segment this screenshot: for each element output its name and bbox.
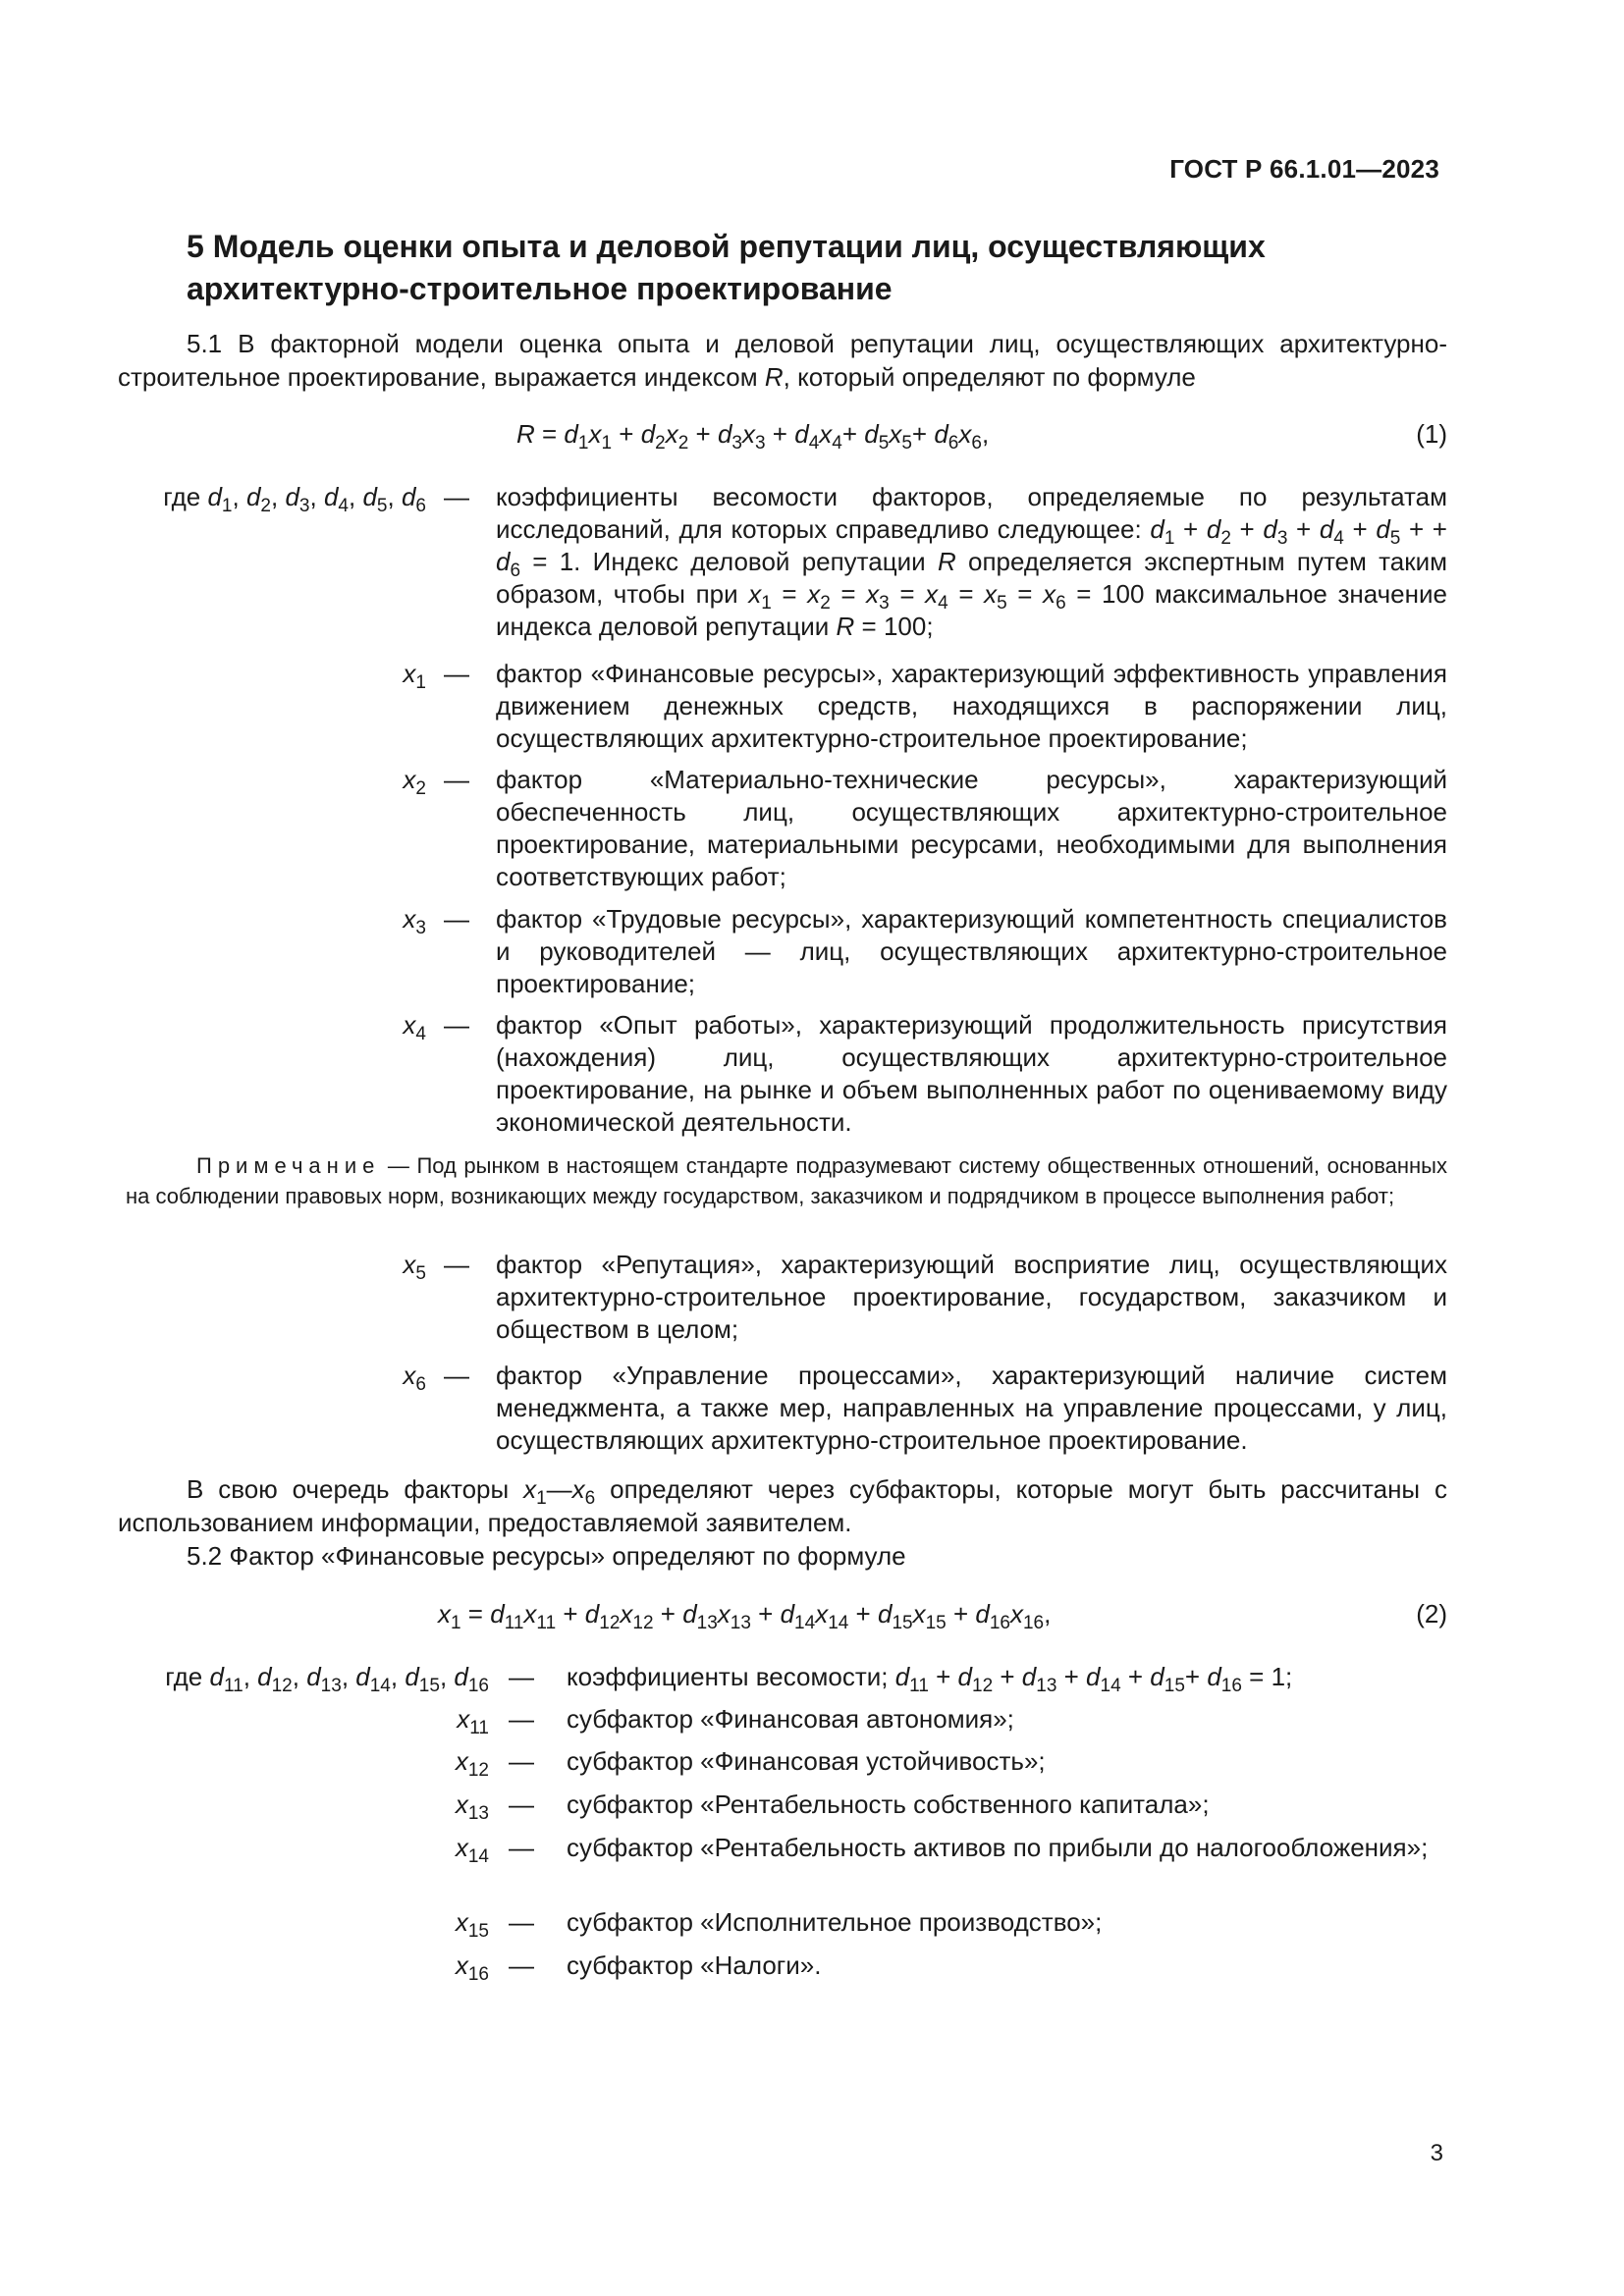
- definition-x6: $x_6$ — фактор «Управление процессами», характеризующий наличие систем менеджмента, а также мер, направленных на управление процессами, у лиц, осуществляющих архитектурно-строительное проектирование.: [403, 1361, 1447, 1455]
- definition-x14: $x_{14}$ — субфактор «Рентабельность активов по прибыли до налогообложения»;: [455, 1833, 1429, 1867]
- definition-x12: $x_{12}$ — субфактор «Финансовая устойчивость»;: [455, 1746, 1046, 1781]
- definition-x5: $x_5$ — фактор «Репутация», характеризующий восприятие лиц, осуществляющих архитектурно-строительное проектирование, государством, заказчиком и обществом в целом;: [403, 1250, 1447, 1344]
- section-title-line1: 5 Модель оценки опыта и деловой репутации лиц, осуществляющих: [187, 229, 1266, 264]
- note-text: — Под рынком в настоящем стандарте подразумевают систему общественных отношений, основанных на соблюдении правовых норм, возникающих между государством, заказчиком и подрядчиком в процессе выполнения работ;: [126, 1153, 1447, 1208]
- formula-2-expression: $x_1 = d_{11}x_{11} + d_{12}x_{12} + d_{13}x_{13} + d_{14}x_{14} + d_{15}x_{15} + d_{16}x_{16}$,: [438, 1599, 1052, 1633]
- definition-d1x-text: коэффициенты весомости; $d_{11} + d_{12} + d_{13} + d_{14} + d_{15}+ d_{16} = 1$;: [567, 1662, 1293, 1696]
- definition-symbol: где $d_1$, $d_2$, $d_3$, $d_4$, $d_5$, $d_6$: [163, 482, 426, 516]
- formula-1-number: (1): [1416, 419, 1447, 449]
- definition-x4-text: фактор «Опыт работы», характеризующий продолжительность присутствия (нахождения) лиц, осуществляющих архитектурно-строительное проектирование, на рынке и объем выполненных работ по оцениваемому виду экономической деятельности.: [496, 1010, 1447, 1137]
- definition-x11: $x_{11}$ — субфактор «Финансовая автономия»;: [457, 1704, 1014, 1738]
- paragraph-5-1: 5.1 В факторной модели оценка опыта и деловой репутации лиц, осуществляющих архитектурно-строительное проектирование, выражается индексом R, который определяют по формуле: [118, 329, 1447, 392]
- definition-x3: $x_3$ — фактор «Трудовые ресурсы», характеризующий компетентность специалистов и руководителей — лиц, осуществляющих архитектурно-строительное проектирование;: [403, 904, 1447, 998]
- formula-1-expression: $R = d_1x_1 + d_2x_2 + d_3x_3 + d_4x_4+ d_5x_5+ d_6x_6$,: [516, 419, 990, 454]
- formula-2: [118, 1596, 1447, 1631]
- definition-text: коэффициенты весомости факторов, определяемые по результатам исследований, для которых справедливо следующее: $d_1 + d_2 + d_3 + d_4 + d_5$ + + $d_6 = 1$. Индекс деловой репутации R определяется экспертным путем таким образом, чтобы при $x_1 = x_2 = x_3 = x_4 = x_5 = x_6 = 100$ максимальное значение индекса деловой репутации R = 100;: [496, 482, 1447, 641]
- note: [126, 1150, 1447, 1211]
- note-label: Примечание: [196, 1153, 381, 1178]
- definition-x3-text: фактор «Трудовые ресурсы», характеризующий компетентность специалистов и руководителей — лиц, осуществляющих архитектурно-строительное проектирование;: [496, 904, 1447, 998]
- paragraph-5-2: 5.2 Фактор «Финансовые ресурсы» определяют по формуле: [187, 1541, 906, 1571]
- definition-d1x-coefficients: где $d_{11}$, $d_{12}$, $d_{13}$, $d_{14}$, $d_{15}$, $d_{16}$ — коэффициенты весомости; $d_{11} + d_{12} + d_{13} + d_{14} + d_{15}+ d_{16} = 1$;: [118, 1661, 1447, 1700]
- section-title: [187, 226, 1463, 310]
- formula-2-number: (2): [1416, 1599, 1447, 1629]
- definition-x1: $x_1$ — фактор «Финансовые ресурсы», характеризующий эффективность управления движением денежных средств, находящихся в распоряжении лиц, осуществляющих архитектурно-строительное проектирование;: [403, 659, 1447, 753]
- definition-x4: $x_4$ — фактор «Опыт работы», характеризующий продолжительность присутствия (нахождения) лиц, осуществляющих архитектурно-строительное проектирование, на рынке и объем выполненных работ по оцениваемому виду экономической деятельности.: [403, 1010, 1447, 1137]
- definition-x16: $x_{16}$ — субфактор «Налоги».: [455, 1950, 822, 1985]
- definition-d-coefficients: [118, 481, 1447, 648]
- definition-x13: $x_{13}$ — субфактор «Рентабельность собственного капитала»;: [455, 1789, 1210, 1824]
- paragraph-subfactors: В свою очередь факторы $x_1—x_6$ определяют через субфакторы, которые могут быть рассчитаны с использованием информации, предоставляемой заявителем.: [118, 1474, 1448, 1537]
- standard-code: ГОСТ Р 66.1.01—2023: [1169, 154, 1439, 184]
- definition-x15: $x_{15}$ — субфактор «Исполнительное производство»;: [455, 1907, 1103, 1942]
- page-number: 3: [1430, 2140, 1443, 2166]
- section-title-line2: архитектурно-строительное проектирование: [187, 271, 893, 306]
- definition-x6-text: фактор «Управление процессами», характеризующий наличие систем менеджмента, а также мер, направленных на управление процессами, у лиц, осуществляющих архитектурно-строительное проектирование.: [496, 1361, 1447, 1455]
- definition-x2: $x_2$ — фактор «Материально-технические ресурсы», характеризующий обеспеченность лиц, осуществляющих архитектурно-строительное проектирование, материальными ресурсами, необходимыми для выполнения соответствующих работ;: [403, 765, 1447, 891]
- definition-x5-text: фактор «Репутация», характеризующий восприятие лиц, осуществляющих архитектурно-строительное проектирование, государством, заказчиком и обществом в целом;: [496, 1250, 1447, 1344]
- definition-dash: —: [444, 482, 469, 511]
- formula-1: [118, 416, 1447, 452]
- definition-x2-text: фактор «Материально-технические ресурсы», характеризующий обеспеченность лиц, осуществляющих архитектурно-строительное проектирование, материальными ресурсами, необходимыми для выполнения соответствующих работ;: [496, 765, 1447, 891]
- definition-x1-text: фактор «Финансовые ресурсы», характеризующий эффективность управления движением денежных средств, находящихся в распоряжении лиц, осуществляющих архитектурно-строительное проектирование;: [496, 659, 1447, 753]
